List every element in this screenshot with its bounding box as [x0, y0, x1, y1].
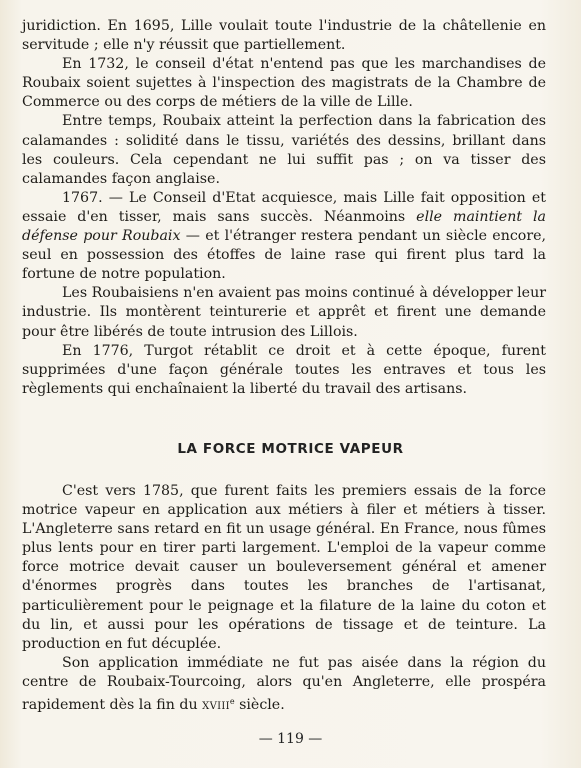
paragraph-roubaisiens: Les Roubaisiens n'en avaient pas moins continué à développer leur industrie. Ils montèrent teinturerie et apprêt et firent une demande pour être libérés de toute intrusion des Lillois. — [22, 285, 546, 340]
paragraph-1732: En 1732, le conseil d'état n'entend pas que les marchandises de Roubaix soient sujettes à l'inspection des magistrats de la Chambre de Commerce ou des corps de métiers de la ville de Lille. — [22, 56, 546, 111]
paragraph-1767-text-before: 1767. — Le Conseil d'Etat acquiesce, mais Lille fait opposition et essaie d'en tisser, mais sans succès. Néanmoins — [22, 189, 546, 225]
paragraph-application — [22, 654, 546, 716]
paragraph-1785: C'est vers 1785, que furent faits les premiers essais de la force motrice vapeur en application aux métiers à filer et métiers à tisser. L'Angleterre sans retard en fit un usage général. En France, nous fûmes plus lents pour en tirer parti largement. L'emploi de la vapeur comme force motrice devait causer un bouleversement général et amener d'énormes progrès dans toutes les branches de l'artisanat, particulièrement pour le peignage et la filature de la laine du coton et du lin, et aussi pour les opérations de tissage et de teinture. La production en fut décuplée. — [22, 483, 546, 652]
paragraph-1776: En 1776, Turgot rétablit ce droit et à cette époque, furent supprimées d'une façon générale toutes les entraves et tous les règlements qui enchaînaient la liberté du travail des artisans. — [22, 342, 546, 397]
paragraph-1767-italic: elle maintient la défense pour Roubaix — [22, 208, 546, 245]
paragraph-application-text-before: Son application immédiate ne fut pas aisée dans la région du centre de Roubaix-Tourcoing, alors qu'en Angleterre, elle prospéra rapidement dès la fin du — [22, 654, 546, 714]
lower-text-block — [22, 482, 546, 716]
page-number: — 119 — — [258, 731, 323, 747]
century-superscript: e — [229, 697, 235, 707]
paragraph-1767-text-after: — et l'étranger restera pendant un siècle encore, seul en possession des étoffes de laine rase qui firent plus tard la fortune de notre population. — [22, 228, 547, 283]
century-numeral: XVIII — [202, 701, 230, 713]
paragraph-continuation: juridiction. En 1695, Lille voulait toute l'industrie de la châtellenie en servitude ; elle n'y réussit que partiellement. — [22, 18, 546, 54]
paragraph-application-text-after: siècle. — [234, 697, 285, 714]
paragraph-calamandes: Entre temps, Roubaix atteint la perfection dans la fabrication des calamandes : solidité dans le tissu, variétés des dessins, brillant dans les couleurs. Cela cependant ne lui suffit pas ; on va tisser des calamandes façon anglaise. — [22, 113, 546, 187]
section-heading: LA FORCE MOTRICE VAPEUR — [177, 441, 404, 457]
upper-text-block — [22, 17, 546, 399]
paragraph-1767 — [22, 189, 546, 284]
